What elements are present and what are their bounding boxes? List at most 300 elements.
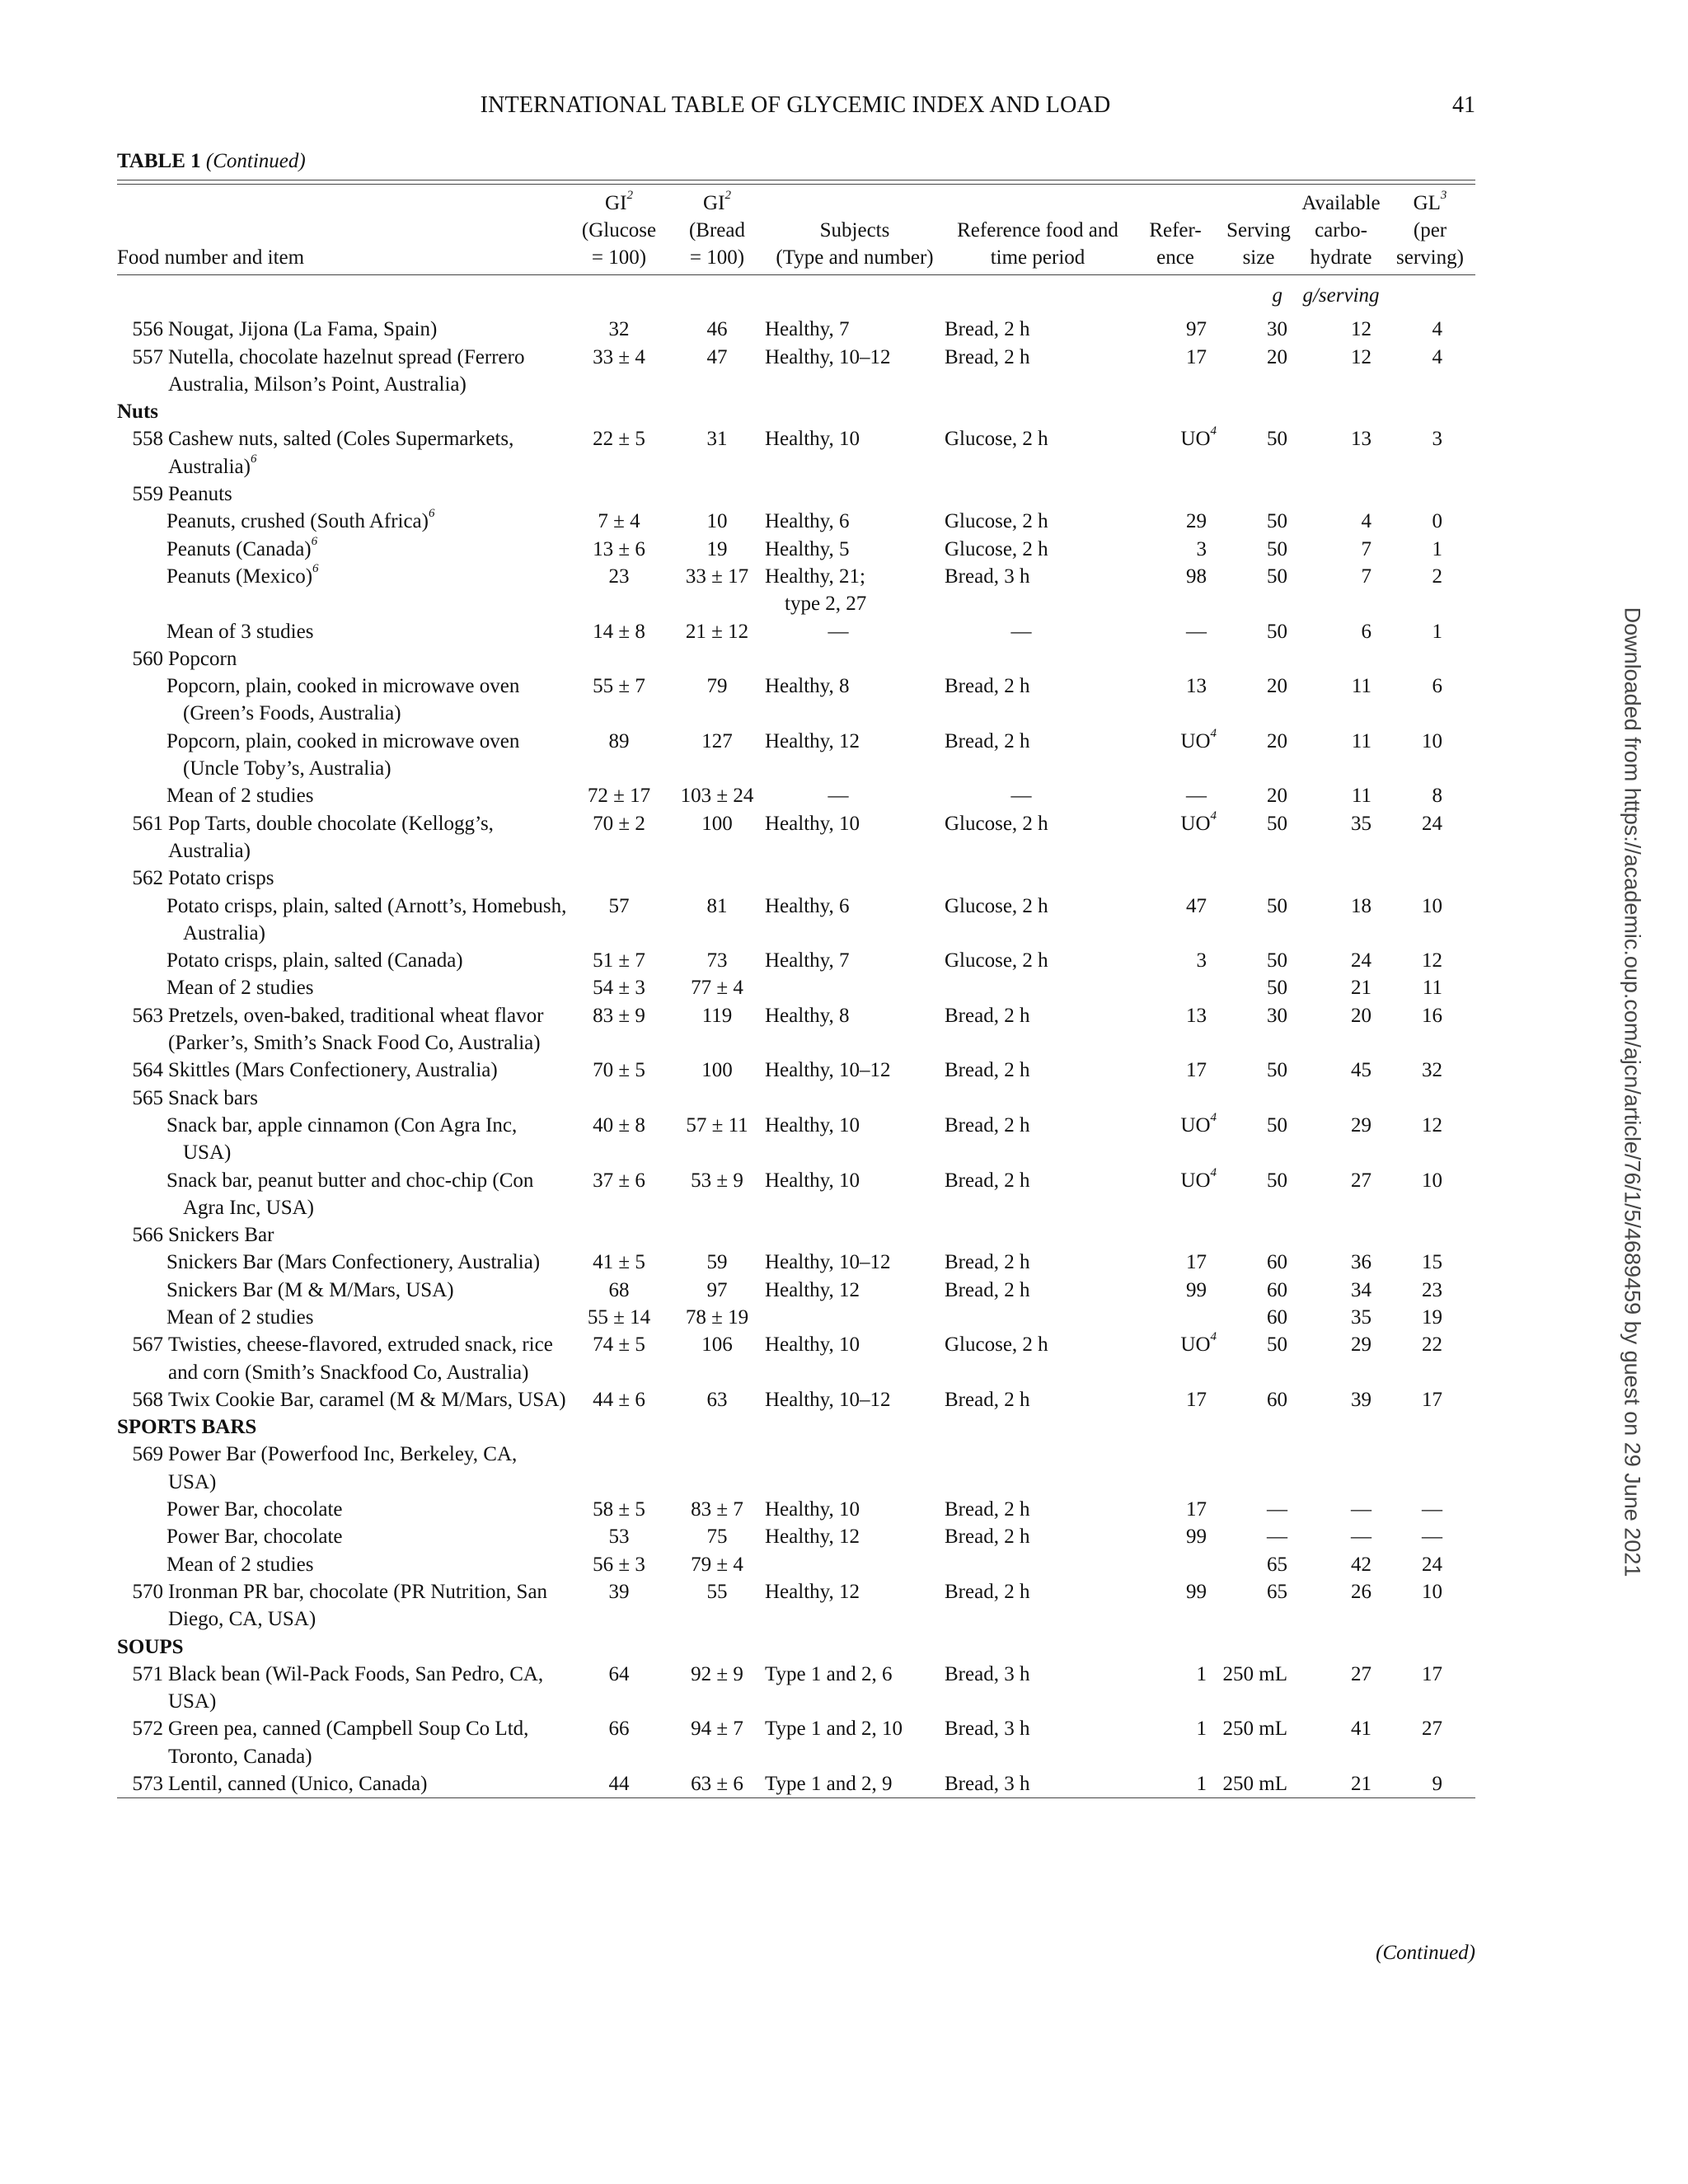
column-header-text: Reference food and [957, 219, 1118, 241]
cell-value: 13 ± 6 [593, 537, 645, 560]
cell-ref [945, 1112, 1131, 1167]
table-subrow [117, 1112, 1475, 1167]
table-subrow [117, 947, 1475, 974]
cell-serv [1220, 316, 1297, 343]
cell-serv [1220, 1002, 1297, 1057]
cell-value: Bread, 2 h [945, 1113, 1030, 1137]
column-header-ref [945, 185, 1131, 275]
cell-value: — [1422, 1526, 1442, 1549]
cell-carb [1297, 645, 1385, 673]
footnote-marker: 2 [724, 189, 731, 202]
cell-value: 29 [1351, 1333, 1372, 1357]
food-item-text: USA) [518, 1388, 566, 1411]
column-header-subj [765, 185, 945, 275]
cell-refn [1131, 1578, 1220, 1633]
cell-refn [1131, 1112, 1220, 1167]
food-item-text: Potato crisps [168, 867, 274, 890]
cell-value: 15 [1422, 1251, 1442, 1274]
cell-value: 57 [608, 894, 630, 917]
table-row [117, 1578, 1475, 1633]
cell-ref [945, 947, 1131, 974]
cell-gi2 [669, 947, 765, 974]
cell-subj [765, 1331, 945, 1386]
table-subrow [117, 1304, 1475, 1331]
table-subrow [117, 1551, 1475, 1578]
food-item [117, 1551, 569, 1578]
subjects-line: Healthy, 6 [765, 510, 850, 533]
column-header-text: = 100) [591, 246, 647, 269]
cell-gi2 [669, 316, 765, 343]
cell-value: Bread, 2 h [945, 675, 1030, 698]
cell-ref [945, 316, 1131, 343]
food-item-cell [117, 1661, 569, 1716]
column-header-refn [1131, 185, 1220, 275]
food-item-cell [117, 1277, 569, 1304]
cell-gi1 [569, 782, 669, 809]
subjects-text [765, 782, 912, 809]
cell-value: 97 [706, 1278, 728, 1301]
food-item-cell [117, 1551, 569, 1578]
cell-value: Bread, 3 h [945, 565, 1030, 588]
cell-value: Bread, 2 h [945, 1169, 1030, 1192]
cell-gi1 [569, 1304, 669, 1331]
cell-ref [945, 1167, 1131, 1222]
subjects-text [765, 536, 945, 563]
food-item-cell [117, 1167, 569, 1222]
cell-refn [1131, 1496, 1220, 1523]
food-item-text: Homebush, Australia) [183, 894, 567, 944]
food-item-cell [117, 1057, 569, 1084]
cell-value: 13 [1351, 428, 1372, 451]
footnote-marker: 4 [1210, 726, 1217, 740]
cell-gi2 [669, 1523, 765, 1550]
food-item [117, 1112, 569, 1167]
cell-value: 27 [1351, 1662, 1372, 1685]
food-item-text: Mean of 2 studies [166, 1305, 314, 1329]
cell-refn [1131, 1386, 1220, 1413]
cell-value: Glucose, 2 h [945, 428, 1048, 451]
food-item [117, 865, 569, 892]
food-item-text: Mean of 2 studies [166, 1553, 314, 1576]
food-item-cell [117, 1578, 569, 1633]
cell-carb [1297, 1331, 1385, 1386]
cell-value: 29 [1351, 1113, 1372, 1137]
cell-gl [1385, 1523, 1475, 1550]
cell-serv [1220, 480, 1297, 508]
cell-ref [945, 344, 1131, 399]
food-item-text: Power Bar, chocolate [166, 1498, 343, 1521]
page-number: 41 [1452, 92, 1475, 118]
cell-value: 20 [1267, 345, 1287, 368]
cell-value: 250 mL [1222, 1773, 1287, 1796]
cell-value: 56 ± 3 [593, 1553, 645, 1576]
column-header-text: GI [605, 192, 627, 214]
cell-value: 12 [1422, 1113, 1442, 1137]
cell-gl [1385, 1386, 1475, 1413]
cell-serv [1220, 1221, 1297, 1249]
cell-value: 59 [706, 1251, 728, 1274]
cell-gi2 [669, 1057, 765, 1084]
cell-gl [1385, 1441, 1475, 1496]
subjects-line: Healthy, 10–12 [765, 345, 891, 368]
cell-refn [1131, 1085, 1220, 1112]
cell-subj [765, 563, 945, 618]
cell-value: UO [1180, 812, 1211, 835]
cell-gl [1385, 728, 1475, 783]
cell-value: 12 [1351, 318, 1372, 341]
cell-value: 7 [1361, 537, 1372, 560]
cell-value: 1 [1196, 1662, 1207, 1685]
cell-carb [1297, 425, 1385, 480]
food-item-cell [117, 398, 1475, 425]
food-item-text: Popcorn, plain, cooked in microwave [166, 729, 475, 752]
cell-gl [1385, 865, 1475, 892]
food-number: 572 [132, 1718, 163, 1741]
cell-gi1 [569, 645, 669, 673]
cell-value: Glucose, 2 h [945, 812, 1048, 835]
food-item-cell [117, 645, 569, 673]
cell-gi2 [669, 1002, 765, 1057]
cell-gi2 [669, 425, 765, 480]
cell-gi1 [569, 1277, 669, 1304]
food-item-text: Australia) [383, 373, 467, 396]
cell-serv [1220, 1057, 1297, 1084]
cell-value: 30 [1267, 1004, 1287, 1027]
cell-value: 57 ± 11 [686, 1113, 748, 1137]
cell-value: 50 [1267, 537, 1287, 560]
food-item [117, 1770, 569, 1797]
food-item-text: Green pea, canned (Campbell Soup Co [168, 1718, 490, 1741]
cell-gi1 [569, 536, 669, 563]
subjects-line: — [828, 785, 849, 808]
cell-gl [1385, 1551, 1475, 1578]
cell-value: 44 ± 6 [593, 1388, 645, 1411]
cell-value: 127 [701, 729, 733, 752]
food-number: 569 [132, 1443, 163, 1466]
food-item [117, 1331, 569, 1386]
cell-serv [1220, 1112, 1297, 1167]
column-header-text: (per [1413, 219, 1447, 241]
cell-value: 50 [1267, 620, 1287, 643]
subjects-text [765, 425, 945, 452]
food-item-cell [117, 425, 569, 480]
cell-value: Bread, 2 h [945, 1251, 1030, 1274]
cell-gi2 [669, 480, 765, 508]
cell-value: 29 [1186, 510, 1207, 533]
food-item-text: Snickers Bar (Mars Confectionery, [166, 1251, 454, 1274]
subjects-line: Healthy, 5 [765, 537, 850, 560]
food-item-cell [117, 782, 569, 809]
food-item-cell [117, 316, 569, 343]
food-item [117, 316, 569, 343]
cell-carb [1297, 1277, 1385, 1304]
watermark-text: Downloaded from https://academic.oup.com/ajcn/article/76/1/5/4689459 by guest on 29 June 2021 [1620, 607, 1645, 1577]
cell-value: 24 [1351, 949, 1372, 972]
footnote-marker: 4 [1210, 1330, 1217, 1344]
food-item [117, 1085, 569, 1112]
cell-value: 50 [1267, 949, 1287, 972]
subjects-line: — [828, 620, 849, 643]
cell-value: — [1422, 1498, 1442, 1521]
food-item-text: Skittles (Mars Confectionery, Australia) [168, 1059, 498, 1082]
food-item-text: Snickers Bar (M & M/Mars, USA) [166, 1278, 454, 1301]
cell-carb [1297, 865, 1385, 892]
column-header-serv [1220, 185, 1297, 275]
column-header-gi2 [669, 185, 765, 275]
table-subrow [117, 728, 1475, 783]
food-item-text: Black bean (Wil-Pack Foods, San Pedro, [168, 1662, 504, 1685]
cell-gi2 [669, 1221, 765, 1249]
cell-value: 10 [1422, 894, 1442, 917]
cell-gi1 [569, 1386, 669, 1413]
cell-serv [1220, 508, 1297, 535]
cell-refn [1131, 645, 1220, 673]
food-item-cell [117, 1715, 569, 1770]
food-item [117, 974, 569, 1001]
column-header-line [1131, 217, 1220, 244]
food-item-text: oven (Green’s Foods, Australia) [183, 675, 520, 725]
cell-value: 72 ± 17 [587, 785, 651, 808]
cell-value: 83 ± 9 [593, 1004, 645, 1027]
cell-ref [945, 1002, 1131, 1057]
cell-value: 99 [1186, 1278, 1207, 1301]
cell-value: Bread, 2 h [945, 345, 1030, 368]
cell-carb [1297, 1496, 1385, 1523]
food-item-cell [117, 1523, 569, 1550]
cell-value: 4 [1361, 510, 1372, 533]
subjects-line: Type 1 and 2, 6 [765, 1662, 893, 1685]
cell-gi1 [569, 1085, 669, 1112]
cell-gi2 [669, 893, 765, 948]
cell-ref [945, 1304, 1131, 1331]
cell-refn [1131, 893, 1220, 948]
cell-ref [945, 1770, 1131, 1797]
category-row [117, 398, 1475, 425]
cell-serv [1220, 1167, 1297, 1222]
food-item [117, 1441, 569, 1496]
cell-value: 34 [1351, 1278, 1372, 1301]
cell-refn [1131, 974, 1220, 1001]
cell-refn [1131, 1770, 1220, 1797]
footnote-marker: 4 [1210, 1110, 1217, 1124]
cell-gl [1385, 673, 1475, 728]
column-header-text: (Bread [688, 219, 746, 241]
cell-gi1 [569, 1551, 669, 1578]
subjects-line: Healthy, 12 [765, 1580, 860, 1603]
food-number: 564 [132, 1059, 163, 1082]
food-item-cell [117, 618, 569, 645]
cell-value: 10 [1422, 1580, 1442, 1603]
cell-gi2 [669, 1770, 765, 1797]
cell-gi2 [669, 1167, 765, 1222]
cell-ref [945, 1551, 1131, 1578]
cell-subj [765, 1578, 945, 1633]
food-item [117, 344, 569, 399]
cell-carb [1297, 893, 1385, 948]
food-item-cell [117, 728, 569, 783]
food-item-text: Snack bar, apple cinnamon (Con Agra [166, 1113, 481, 1137]
table-subrow [117, 563, 1475, 618]
column-header-line [569, 217, 669, 244]
cell-refn [1131, 618, 1220, 645]
cell-value: 22 [1422, 1333, 1442, 1357]
subjects-text [765, 344, 945, 371]
column-header-line [569, 244, 669, 271]
cell-subj [765, 1304, 945, 1331]
cell-carb [1297, 618, 1385, 645]
food-item-text: Popcorn, plain, cooked in microwave [166, 675, 475, 698]
food-item-cell [117, 673, 569, 728]
food-item [117, 1715, 569, 1770]
subjects-line: Healthy, 10 [765, 428, 860, 451]
table-row [117, 865, 1475, 892]
cell-value: 20 [1351, 1004, 1372, 1027]
cell-serv [1220, 1331, 1297, 1386]
cell-value: 250 mL [1222, 1718, 1287, 1741]
cell-value: 50 [1267, 1059, 1287, 1082]
cell-value: 7 [1361, 565, 1372, 588]
table-row [117, 425, 1475, 480]
cell-value: 17 [1186, 1388, 1207, 1411]
column-header-line [1131, 244, 1220, 271]
cell-value: Bread, 3 h [945, 1773, 1030, 1796]
cell-refn [1131, 316, 1220, 343]
cell-value: 50 [1267, 428, 1287, 451]
cell-gi2 [669, 1249, 765, 1276]
cell-refn [1131, 1277, 1220, 1304]
cell-value: 2 [1432, 565, 1442, 588]
cell-value: 21 [1351, 1773, 1372, 1796]
cell-value: 53 [608, 1526, 630, 1549]
cell-value: 20 [1267, 785, 1287, 808]
food-item-text: Cashew nuts, salted (Coles Supermarkets, [168, 428, 514, 451]
cell-ref [945, 508, 1131, 535]
column-header-line [765, 217, 945, 244]
cell-value: Bread, 2 h [945, 1580, 1030, 1603]
cell-subj [765, 1715, 945, 1770]
subjects-text [765, 673, 945, 700]
cell-value: Glucose, 2 h [945, 1333, 1048, 1357]
cell-value: 3 [1196, 537, 1207, 560]
cell-value: 32 [1422, 1059, 1442, 1082]
food-item-text: Peanuts [168, 483, 232, 506]
cell-serv [1220, 810, 1297, 865]
cell-gl [1385, 618, 1475, 645]
cell-serv [1220, 728, 1297, 783]
subjects-text [765, 1661, 945, 1688]
cell-value: 8 [1432, 785, 1442, 808]
subjects-text [765, 1578, 945, 1605]
cell-gl [1385, 1249, 1475, 1276]
glycemic-table [117, 185, 1475, 1797]
cell-subj [765, 1085, 945, 1112]
cell-gi1 [569, 1523, 669, 1550]
subjects-line: type 2, 27 [785, 593, 867, 616]
cell-gi1 [569, 425, 669, 480]
table-row [117, 645, 1475, 673]
food-item-cell [117, 1386, 569, 1413]
table-subrow [117, 782, 1475, 809]
cell-gi2 [669, 1112, 765, 1167]
table-subrow [117, 1496, 1475, 1523]
food-item [117, 536, 569, 563]
cell-carb [1297, 1441, 1385, 1496]
cell-value: 60 [1267, 1251, 1287, 1274]
food-item-text: Inc, USA) [183, 1113, 518, 1165]
cell-gl [1385, 1715, 1475, 1770]
cell-gi1 [569, 508, 669, 535]
cell-value: 6 [1361, 620, 1372, 643]
cell-gi1 [569, 974, 669, 1001]
food-item-cell [117, 865, 569, 892]
column-header-gl [1385, 185, 1475, 275]
cell-value: 73 [706, 949, 728, 972]
cell-gl [1385, 974, 1475, 1001]
cell-gi1 [569, 1441, 669, 1496]
cell-value: 1 [1196, 1773, 1207, 1796]
cell-gl [1385, 1167, 1475, 1222]
footnote-marker: 4 [1210, 808, 1217, 823]
cell-refn [1131, 1249, 1220, 1276]
cell-gl [1385, 1277, 1475, 1304]
column-header-line [1220, 217, 1297, 244]
table-subrow [117, 508, 1475, 535]
cell-value: 12 [1351, 345, 1372, 368]
cell-serv [1220, 1496, 1297, 1523]
food-item-cell [117, 1002, 569, 1057]
column-header-text: Food number and item [117, 246, 305, 269]
table-header-row [117, 185, 1475, 275]
column-header-text: (Glucose [581, 219, 657, 241]
table-row [117, 1661, 1475, 1716]
cell-subj [765, 1386, 945, 1413]
food-item-cell [117, 1496, 569, 1523]
food-item-text: snack, rice and corn (Smith’s Snackfood [168, 1333, 553, 1384]
cell-serv [1220, 344, 1297, 399]
cell-value: 10 [1422, 729, 1442, 752]
food-item-text: CA, USA) [168, 1662, 544, 1713]
cell-gl [1385, 1661, 1475, 1716]
food-item-text: Snickers Bar [168, 1224, 274, 1247]
cell-ref [945, 1715, 1131, 1770]
food-item-cell [117, 1221, 569, 1249]
food-item-text: Peanuts (Canada) [166, 537, 312, 560]
cell-gi2 [669, 1715, 765, 1770]
cell-ref [945, 893, 1131, 948]
cell-gi1 [569, 947, 669, 974]
table-caption [117, 150, 306, 173]
cell-refn [1131, 1167, 1220, 1222]
subjects-text [765, 947, 945, 974]
cell-value: 12 [1422, 949, 1442, 972]
cell-carb [1297, 536, 1385, 563]
column-header-text: GL [1413, 192, 1441, 214]
cell-value: 63 [706, 1388, 728, 1411]
food-item-cell [117, 1112, 569, 1167]
column-header-carb [1297, 185, 1385, 275]
cell-ref [945, 563, 1131, 618]
cell-subj [765, 1167, 945, 1222]
cell-value: 26 [1351, 1580, 1372, 1603]
cell-value: 39 [1351, 1388, 1372, 1411]
table-row [117, 1002, 1475, 1057]
food-item-text: Australia) [457, 1032, 541, 1055]
food-item-text: Lentil, canned (Unico, Canada) [168, 1773, 428, 1796]
cell-gi2 [669, 728, 765, 783]
subjects-line: Healthy, 10 [765, 1498, 860, 1521]
column-header-text: (Type and number) [776, 246, 934, 269]
table-label: TABLE 1 [117, 150, 201, 172]
